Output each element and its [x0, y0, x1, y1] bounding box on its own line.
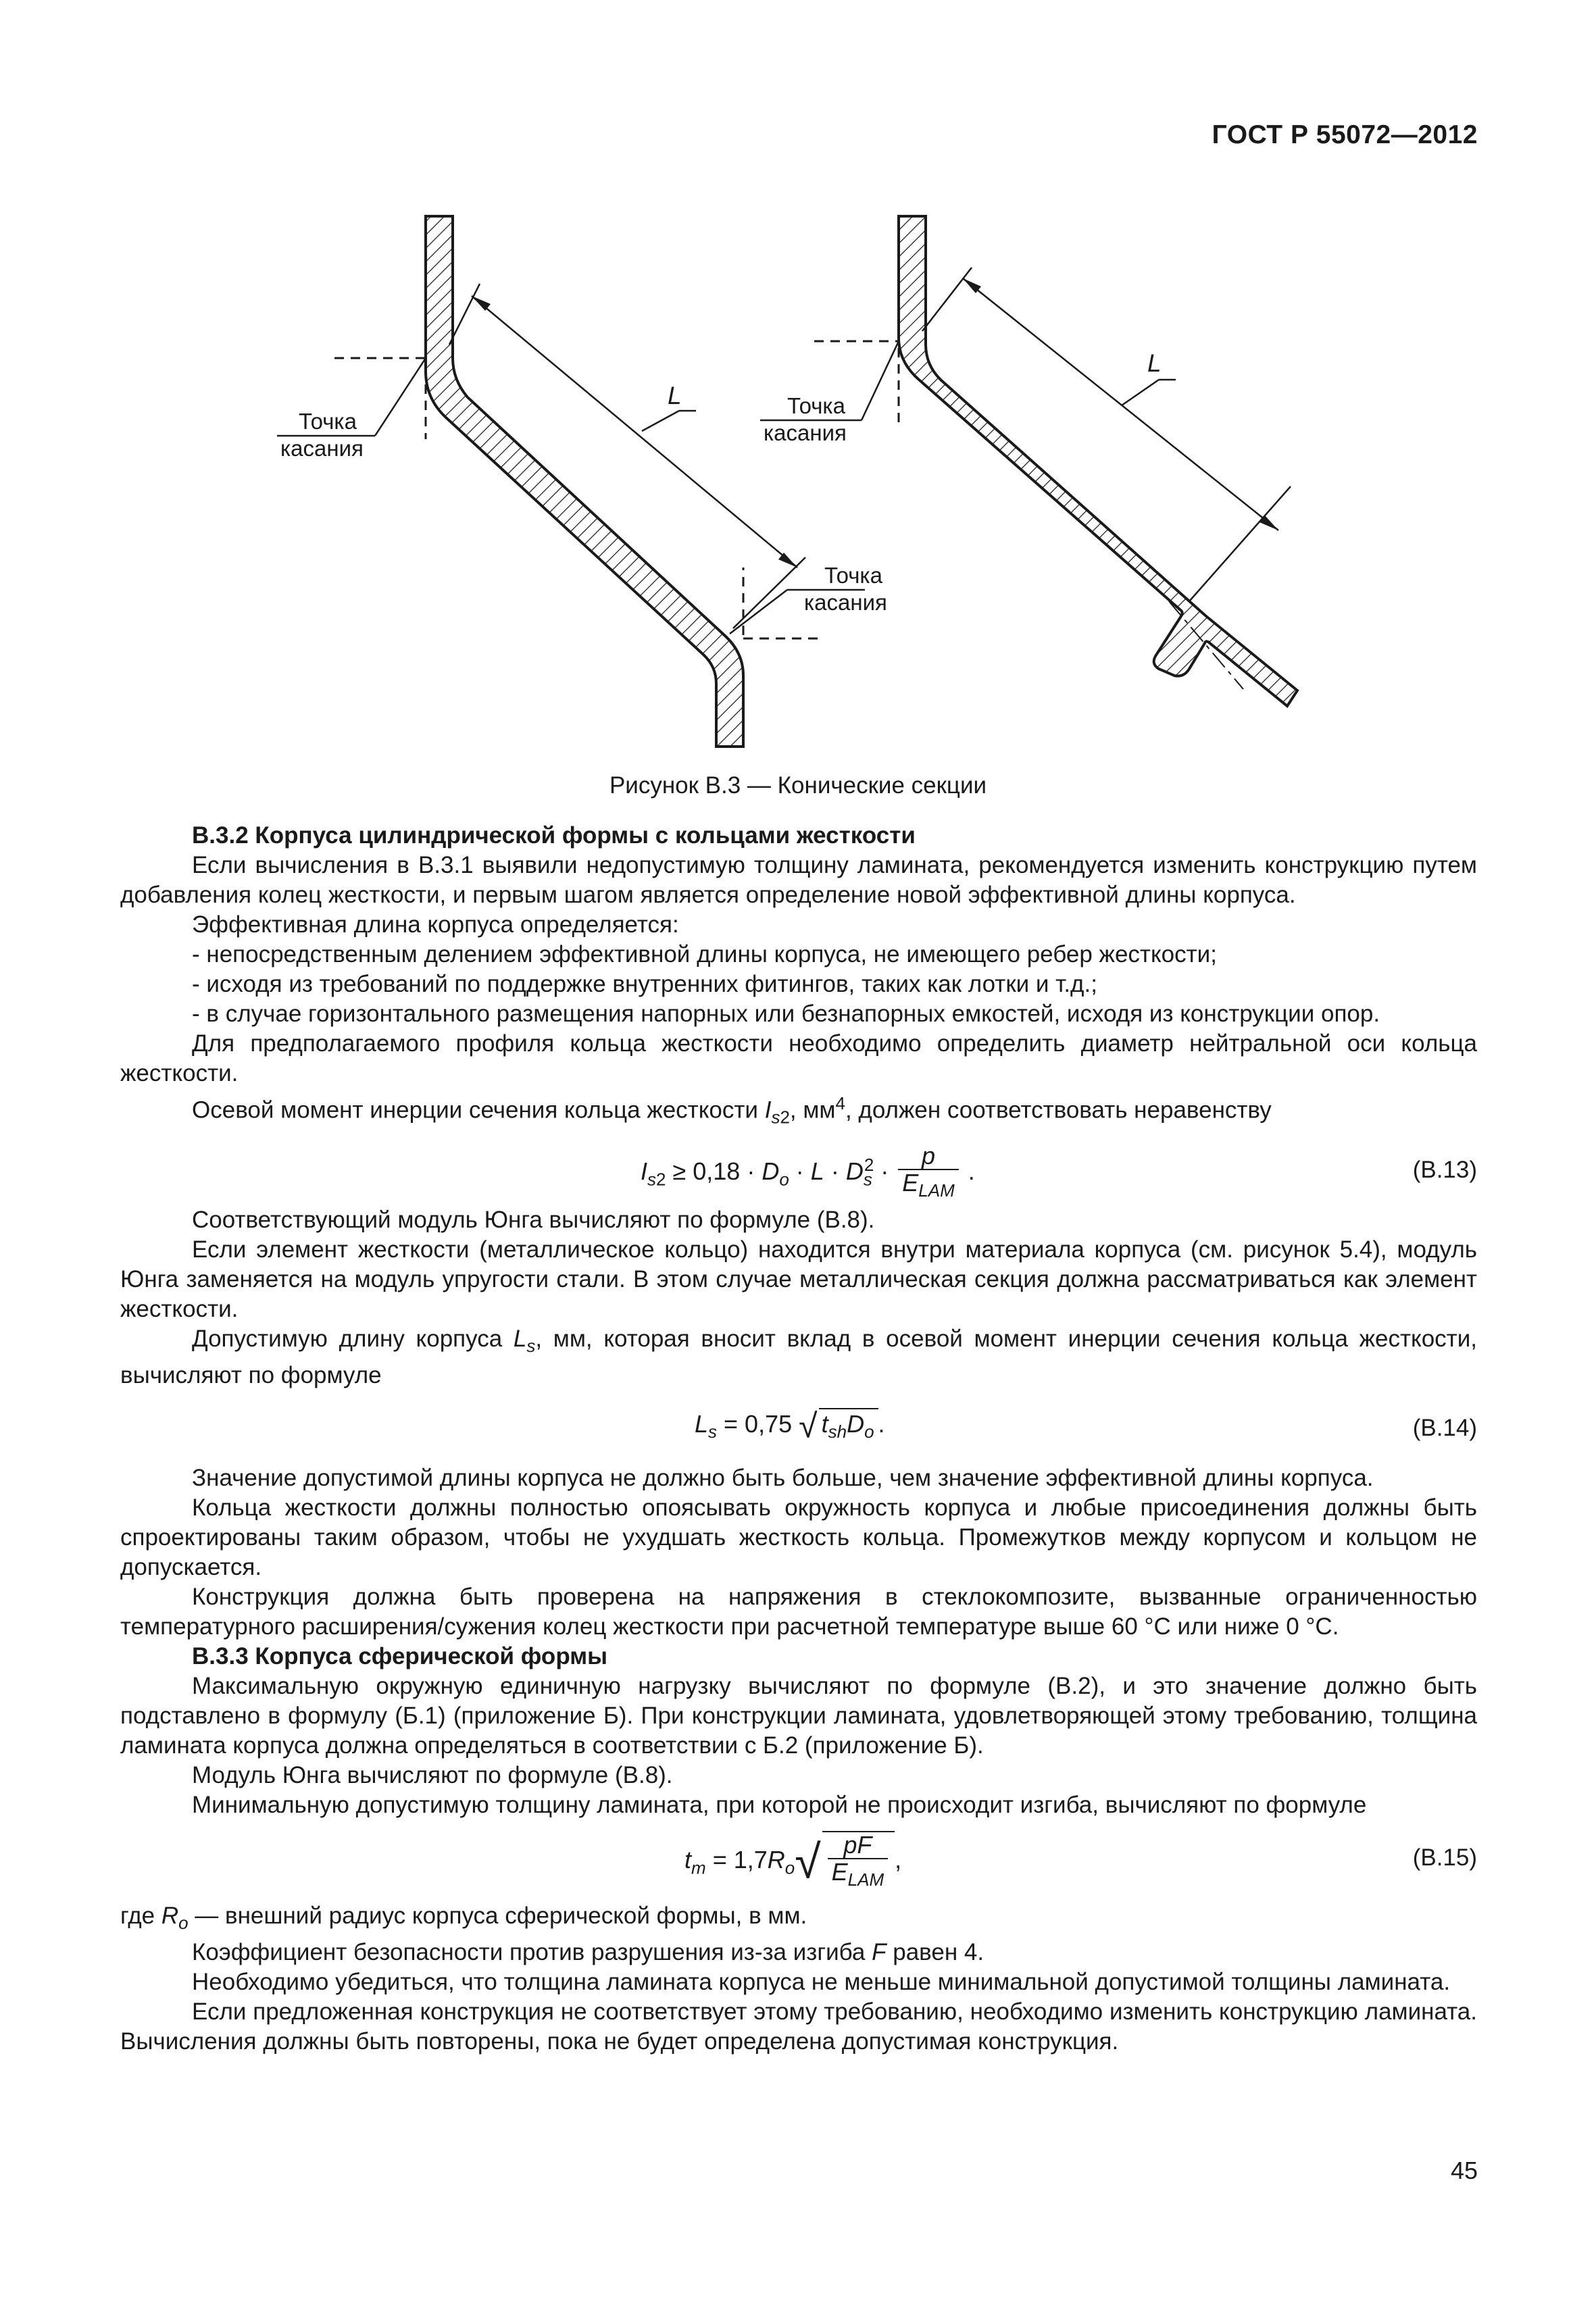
section-heading-b33: В.3.3 Корпуса сферической формы [192, 1642, 608, 1669]
paragraph: Кольца жесткости должны полностью опоясывать окружность корпуса и любые присоединения должны быть спроектированы таким образом, чтобы не ухудшать жесткость кольца. Промежутков между корпусом и кольцом не допускается. [120, 1494, 1477, 1580]
left-cone-section [277, 216, 887, 747]
left-touch-label-1: Точка [299, 409, 357, 434]
paragraph: Допустимую длину корпуса $L_s$, мм, которая вносит вклад в осевой момент инерции сечения кольца жесткости, вычисляют по формуле [120, 1325, 1477, 1388]
right-touch-label-1: Точка [824, 563, 882, 588]
document-id: ГОСТ Р 55072—2012 [1212, 120, 1478, 149]
list-item: - исходя из требований по поддержке внутренних фитингов, таких как лотки и т.д.; [192, 971, 1097, 997]
figure-caption: Рисунок В.3 — Конические секции [609, 772, 987, 799]
equation-number-b13: (В.13) [1412, 1156, 1477, 1183]
right-figure-touch-label-2: касания [764, 420, 847, 445]
paragraph: Эффективная длина корпуса определяется: [192, 911, 679, 938]
formula-b14: $L_s = 0,75$ √ $t_{sh}D_o$ . (В.14) [120, 1390, 1477, 1463]
paragraph: Модуль Юнга вычисляют по формуле (В.8). [192, 1761, 673, 1788]
paragraph: где $R_o$ — внешний радиус корпуса сферической формы, в мм. [120, 1902, 807, 1933]
right-cone-section [760, 216, 1297, 706]
formula-b15: $t_m = 1,7R_o√$ $\frac{pF}{E_{LAM}}$ , (В.15) [120, 1820, 1477, 1901]
left-dimension-L: L [668, 382, 682, 409]
paragraph: Для предполагаемого профиля кольца жесткости необходимо определить диаметр нейтральной оси кольца жесткости. [120, 1030, 1477, 1086]
list-item: - в случае горизонтального размещения напорных или безнапорных емкостей, исходя из конструкции опор. [192, 1001, 1380, 1027]
paragraph: Максимальную окружную единичную нагрузку вычисляют по формуле (В.2), и это значение должно быть подставлено в формулу (Б.1) (приложение Б). При конструкции ламината, удовлетворяющей этому требованию, толщина ламината корпуса должна определяться в соответствии с Б.2 (приложение Б). [120, 1672, 1477, 1759]
paragraph: Минимальную допустимую толщину ламината, при которой не происходит изгиба, вычисляют по формуле [192, 1791, 1367, 1818]
paragraph: Конструкция должна быть проверена на напряжения в стеклокомпозите, вызванные ограниченностью температурного расширения/сужения колец жесткости при расчетной температуре выше 60 °С или ниже 0 °С. [120, 1583, 1477, 1640]
document-body [120, 821, 1477, 2057]
formula-b13: $I_{s2} \ge 0,18 \cdot D_o \cdot L \cdot D_s^2$ · $\frac{p}{E_{LAM}}$ . (В.13) [641, 1141, 1477, 1201]
paragraph: Значение допустимой длины корпуса не должно быть больше, чем значение эффективной длины корпуса. [192, 1464, 1374, 1491]
paragraph: Соответствующий модуль Юнга вычисляют по формуле (В.8). [192, 1206, 875, 1233]
paragraph: Коэффициент безопасности против разрушения из-за изгиба F равен 4. [192, 1938, 984, 1965]
paragraph: Если элемент жесткости (металлическое кольцо) находится внутри материала корпуса (см. рисунок 5.4), модуль Юнга заменяется на модуль упругости стали. В этом случае металлическая секция должна рассматриваться как элемент жесткости. [120, 1236, 1477, 1322]
paragraph: Если предложенная конструкция не соответствует этому требованию, необходимо изменить конструкцию ламината. Вычисления должны быть повторены, пока не будет определена допустимая конструкция. [120, 1998, 1477, 2055]
equation-number-b14: (В.14) [1412, 1414, 1477, 1441]
right-touch-label-2: касания [804, 590, 887, 615]
paragraph: Осевой момент инерции сечения кольца жесткости $I_{s2}$, $мм^4$, должен соответствовать неравенству [192, 1093, 1272, 1128]
list-item: - непосредственным делением эффективной длины корпуса, не имеющего ребер жесткости; [192, 941, 1217, 967]
right-figure-touch-label-1: Точка [787, 393, 845, 418]
right-dimension-L: L [1147, 349, 1162, 377]
equation-number-b15: (В.15) [1412, 1844, 1477, 1871]
page-number: 45 [1450, 2157, 1478, 2184]
paragraph: Необходимо убедиться, что толщина ламината корпуса не меньше минимальной допустимой толщины ламината. [192, 1968, 1451, 1995]
left-touch-label-2: касания [280, 436, 364, 461]
paragraph: Если вычисления в В.3.1 выявили недопустимую толщину ламината, рекомендуется изменить конструкцию путем добавления колец жесткости, и первым шагом является определение новой эффективной длины корпуса. [120, 852, 1477, 908]
section-heading-b32: В.3.2 Корпуса цилиндрической формы с кольцами жесткости [192, 822, 916, 849]
